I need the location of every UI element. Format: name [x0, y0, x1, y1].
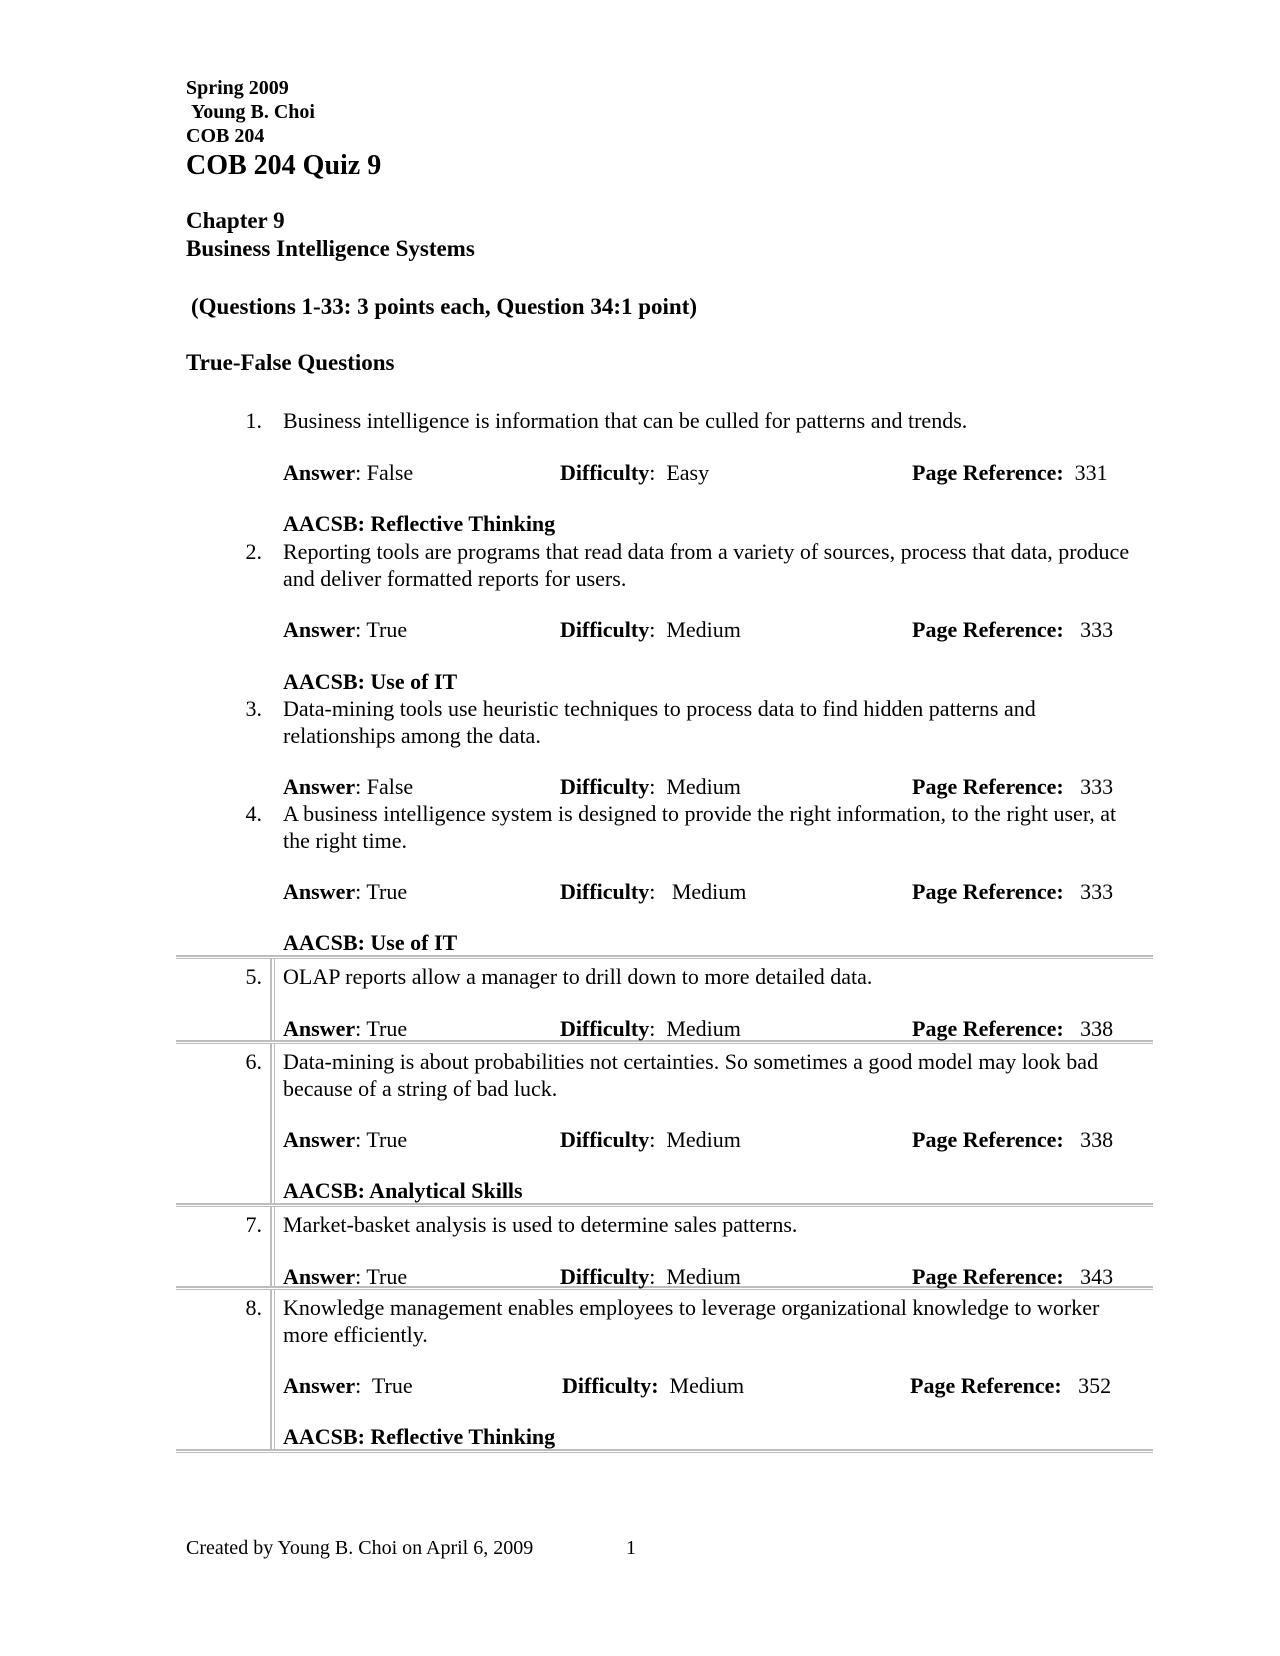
answer-value: True — [366, 879, 408, 904]
question-number: 7. — [245, 1212, 262, 1237]
term-label: Spring 2009 — [186, 77, 289, 99]
section-title: True-False Questions — [186, 350, 395, 375]
answer-field: Answer: False — [283, 774, 414, 799]
points-note: (Questions 1-33: 3 points each, Question 34:1 point) — [191, 294, 698, 319]
page-reference-label: Page Reference: — [912, 1264, 1064, 1289]
question-number: 5. — [245, 964, 262, 989]
page-reference-value: 333 — [1080, 774, 1114, 799]
page-reference-field — [912, 1126, 1113, 1153]
difficulty-value: Easy — [666, 460, 710, 485]
difficulty-label: Difficulty — [560, 1016, 650, 1041]
question-text: Reporting tools are programs that read data from a variety of sources, process that data, produce and deliver formatted reports for users. — [283, 539, 1130, 591]
answer-label: Answer — [283, 879, 356, 904]
difficulty-field: Difficulty: Medium — [560, 1127, 741, 1152]
difficulty-field: Difficulty: Medium — [560, 879, 747, 904]
answer-field: Answer: True — [283, 617, 408, 642]
question-text: Data-mining tools use heuristic techniques to process data to find hidden patterns and relationships among the data. — [283, 696, 1036, 748]
difficulty-value: Medium — [666, 774, 741, 799]
question-number: 2. — [245, 539, 262, 564]
question-text: OLAP reports allow a manager to drill down to more detailed data. — [283, 964, 873, 989]
page-reference-field — [912, 1015, 1113, 1042]
table-rule — [270, 1044, 275, 1203]
answer-value: True — [366, 1264, 408, 1289]
page-reference-value: 333 — [1080, 879, 1114, 904]
difficulty-field: Difficulty: Medium — [560, 1264, 741, 1289]
difficulty-label: Difficulty — [560, 879, 650, 904]
difficulty-value: Medium — [666, 1264, 741, 1289]
answer-value: False — [366, 774, 414, 799]
page-reference-field — [910, 1372, 1111, 1399]
chapter-title: Business Intelligence Systems — [186, 236, 475, 261]
page-reference-label: Page Reference: — [910, 1373, 1062, 1398]
question-number: 6. — [245, 1049, 262, 1074]
answer-label: Answer — [283, 774, 356, 799]
page-reference-label: Page Reference: — [912, 460, 1064, 485]
aacsb-tag: AACSB: Reflective Thinking — [283, 511, 556, 536]
page-reference-field — [912, 773, 1113, 800]
page-title: COB 204 Quiz 9 — [186, 150, 382, 181]
course-code: COB 204 — [186, 125, 265, 147]
difficulty-field: Difficulty: Medium — [560, 1016, 741, 1041]
answer-value: False — [366, 460, 414, 485]
page-reference-value: 331 — [1074, 460, 1108, 485]
answer-value: True — [366, 1127, 408, 1152]
page-reference-field — [912, 1263, 1113, 1290]
page-reference-label: Page Reference: — [912, 1127, 1064, 1152]
page-reference-label: Page Reference: — [912, 879, 1064, 904]
footer-created-by: Created by Young B. Choi on April 6, 2009 — [186, 1537, 534, 1559]
question-number: 3. — [245, 696, 262, 721]
page-reference-value: 338 — [1080, 1016, 1114, 1041]
chapter-heading: Chapter 9 — [186, 208, 285, 233]
answer-label: Answer — [283, 1373, 356, 1398]
aacsb-tag: AACSB: Use of IT — [283, 930, 458, 955]
answer-field: Answer: False — [283, 460, 414, 485]
table-rule — [270, 1207, 275, 1286]
page-reference-field — [912, 878, 1113, 905]
page-reference-label: Page Reference: — [912, 617, 1064, 642]
page-number: 1 — [626, 1537, 636, 1559]
difficulty-field: Difficulty: Easy — [560, 460, 710, 485]
answer-value: True — [371, 1373, 413, 1398]
question-number: 4. — [245, 801, 262, 826]
answer-value: True — [366, 617, 408, 642]
difficulty-field: Difficulty: Medium — [560, 617, 741, 642]
question-number: 1. — [245, 408, 262, 433]
answer-field: Answer: True — [283, 879, 408, 904]
difficulty-value: Medium — [669, 1373, 745, 1398]
difficulty-value: Medium — [666, 617, 741, 642]
question-text: Knowledge management enables employees to leverage organizational knowledge to worker more efficiently. — [283, 1295, 1100, 1347]
author-name: Young B. Choi — [191, 101, 315, 123]
difficulty-value: Medium — [666, 1127, 741, 1152]
difficulty-label: Difficulty — [562, 1373, 652, 1398]
aacsb-tag: AACSB: Use of IT — [283, 669, 458, 694]
page-reference-value: 338 — [1080, 1127, 1114, 1152]
answer-field: Answer: True — [283, 1373, 413, 1398]
answer-label: Answer — [283, 1127, 356, 1152]
difficulty-value: Medium — [671, 879, 747, 904]
difficulty-field: Difficulty: Medium — [562, 1373, 745, 1398]
answer-field: Answer: True — [283, 1016, 408, 1041]
aacsb-tag: AACSB: Analytical Skills — [283, 1178, 523, 1203]
aacsb-tag: AACSB: Reflective Thinking — [283, 1424, 556, 1449]
page-reference-value: 352 — [1078, 1373, 1112, 1398]
answer-label: Answer — [283, 460, 356, 485]
difficulty-label: Difficulty — [560, 460, 650, 485]
answer-label: Answer — [283, 617, 356, 642]
page-reference-field — [912, 616, 1113, 643]
question-text: Market-basket analysis is used to determine sales patterns. — [283, 1212, 798, 1237]
difficulty-label: Difficulty — [560, 1264, 650, 1289]
answer-label: Answer — [283, 1016, 356, 1041]
page-reference-value: 333 — [1080, 617, 1114, 642]
answer-field: Answer: True — [283, 1264, 408, 1289]
table-rule — [270, 1290, 275, 1449]
difficulty-field: Difficulty: Medium — [560, 774, 741, 799]
question-text: Data-mining is about probabilities not certainties. So sometimes a good model may look bad because of a string of bad luck. — [283, 1049, 1099, 1101]
page-reference-label: Page Reference: — [912, 774, 1064, 799]
question-number: 8. — [245, 1295, 262, 1320]
difficulty-label: Difficulty — [560, 617, 650, 642]
difficulty-label: Difficulty — [560, 774, 650, 799]
answer-value: True — [366, 1016, 408, 1041]
page-reference-field — [912, 459, 1108, 486]
table-rule — [270, 959, 275, 1040]
difficulty-value: Medium — [666, 1016, 741, 1041]
question-text: A business intelligence system is designed to provide the right information, to the right user, at the right time. — [283, 801, 1117, 853]
page-reference-label: Page Reference: — [912, 1016, 1064, 1041]
page-reference-value: 343 — [1080, 1264, 1114, 1289]
answer-label: Answer — [283, 1264, 356, 1289]
answer-field: Answer: True — [283, 1127, 408, 1152]
difficulty-label: Difficulty — [560, 1127, 650, 1152]
question-text: Business intelligence is information that can be culled for patterns and trends. — [283, 408, 968, 433]
